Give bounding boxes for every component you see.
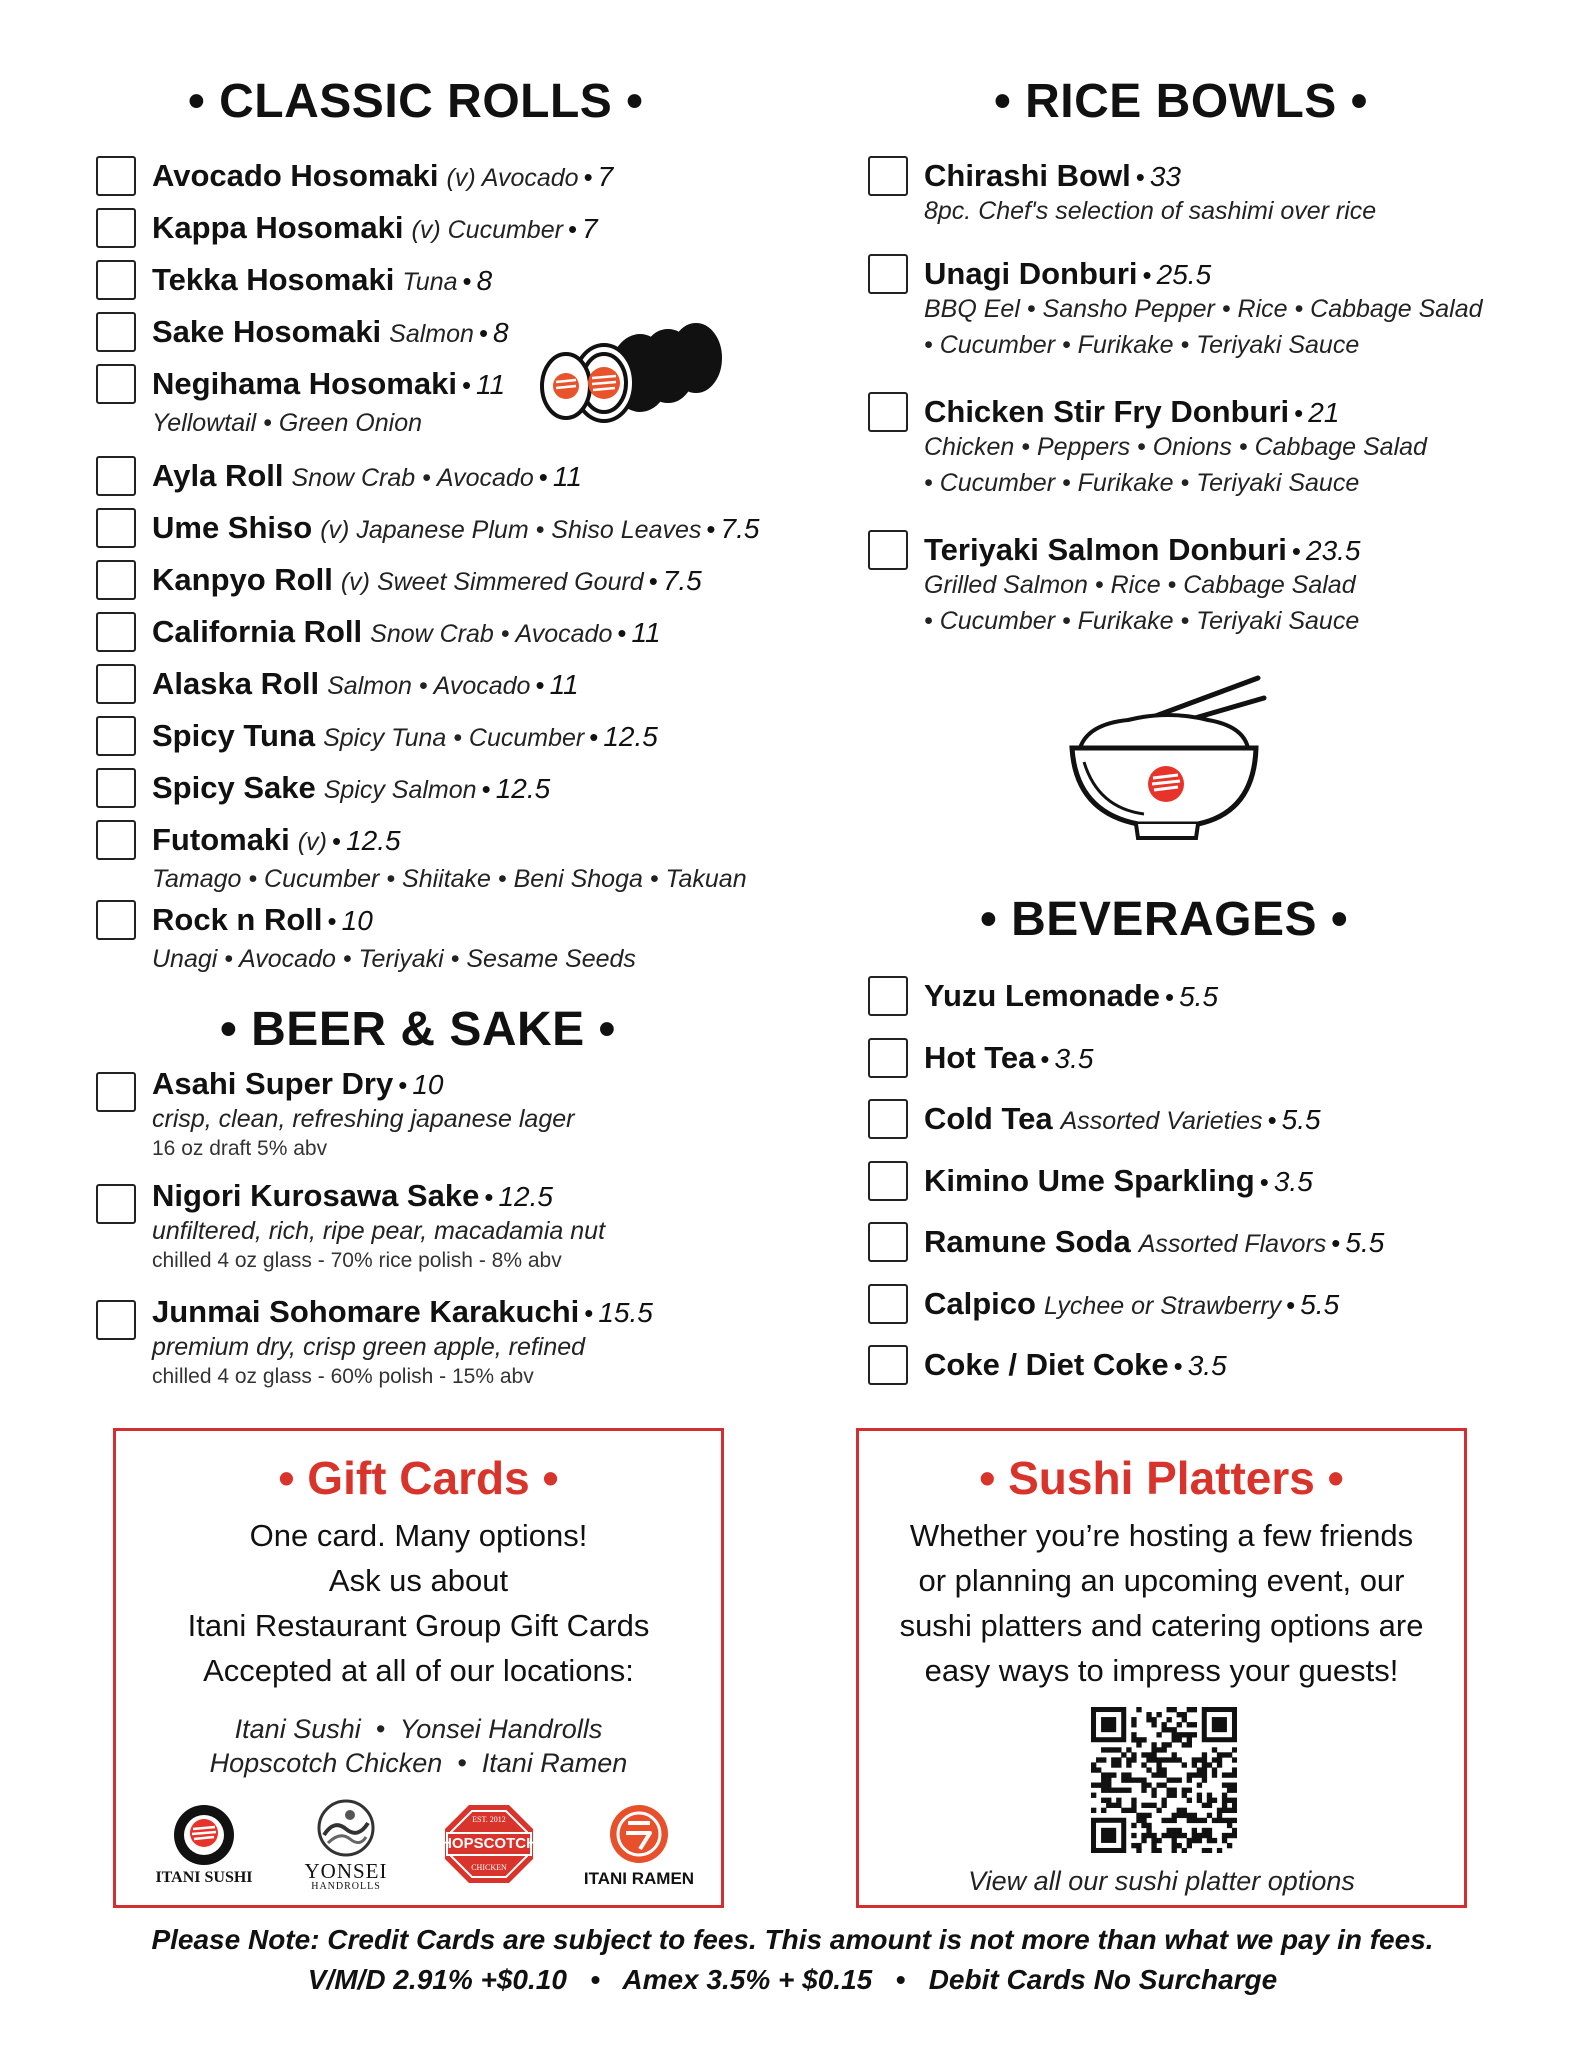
item-price: 33 bbox=[1149, 161, 1181, 192]
item-subtext-2: • Cucumber • Furikake • Teriyaki Sauce bbox=[924, 331, 1360, 359]
order-checkbox[interactable] bbox=[96, 456, 136, 496]
bullet: • bbox=[648, 566, 658, 596]
item-description: Assorted Flavors bbox=[1138, 1230, 1327, 1258]
classic-rolls-title: • CLASSIC ROLLS • bbox=[188, 75, 644, 128]
bullet: • bbox=[481, 774, 491, 804]
item-price: 7.5 bbox=[720, 513, 760, 544]
gift-cards-title: • Gift Cards • bbox=[278, 1452, 559, 1504]
item-price: 11 bbox=[549, 669, 579, 700]
order-checkbox[interactable] bbox=[96, 768, 136, 808]
order-checkbox[interactable] bbox=[96, 560, 136, 600]
itani-ramen-logo-icon bbox=[606, 1803, 672, 1865]
bullet: • bbox=[584, 1298, 594, 1328]
item-name: Rock n Roll bbox=[152, 902, 323, 937]
item-subtext: crisp, clean, refreshing japanese lager bbox=[152, 1105, 575, 1133]
item-description: Spicy Tuna • Cucumber bbox=[323, 724, 585, 752]
item-line bbox=[924, 530, 1361, 571]
order-checkbox[interactable] bbox=[96, 208, 136, 248]
gift-cards-locations-1: Itani Sushi • Yonsei Handrolls bbox=[234, 1714, 603, 1744]
bullet: • bbox=[617, 618, 627, 648]
gift-cards-line-1: One card. Many options! bbox=[249, 1518, 588, 1553]
item-name: Ayla Roll bbox=[152, 458, 284, 493]
item-name: Avocado Hosomaki bbox=[152, 158, 439, 193]
item-subtext: 8pc. Chef's selection of sashimi over rice bbox=[924, 197, 1377, 225]
item-line bbox=[152, 1292, 653, 1333]
item-price: 3.5 bbox=[1187, 1350, 1227, 1381]
gift-cards-locations-2: Hopscotch Chicken • Itani Ramen bbox=[209, 1748, 628, 1778]
bullet: • bbox=[567, 214, 578, 244]
item-description: Spicy Salmon bbox=[323, 776, 477, 804]
item-price: 12.5 bbox=[498, 1181, 553, 1212]
order-checkbox[interactable] bbox=[868, 1038, 908, 1078]
bullet: • bbox=[462, 266, 472, 296]
item-price: 3.5 bbox=[1054, 1042, 1094, 1074]
item-line bbox=[924, 254, 1211, 295]
order-checkbox[interactable] bbox=[868, 1222, 908, 1262]
item-subtext: Grilled Salmon • Rice • Cabbage Salad bbox=[924, 571, 1356, 599]
item-description: (v) Japanese Plum • Shiso Leaves bbox=[320, 516, 702, 544]
gift-cards-line-4: Accepted at all of our locations: bbox=[203, 1653, 634, 1688]
item-price: 10 bbox=[412, 1069, 444, 1100]
order-checkbox[interactable] bbox=[868, 976, 908, 1016]
item-line bbox=[924, 1038, 1093, 1079]
item-subtext: Yellowtail • Green Onion bbox=[152, 409, 423, 437]
order-checkbox[interactable] bbox=[868, 1161, 908, 1201]
item-line bbox=[152, 208, 598, 250]
item-price: 7.5 bbox=[662, 565, 702, 596]
item-description: (v) bbox=[297, 828, 327, 856]
item-name: Chicken Stir Fry Donburi bbox=[924, 394, 1290, 429]
item-line bbox=[152, 560, 702, 602]
bullet: • bbox=[1294, 398, 1304, 428]
item-name: Calpico bbox=[924, 1285, 1036, 1321]
sushi-platters-title: • Sushi Platters • bbox=[979, 1452, 1344, 1504]
item-price: 8 bbox=[476, 265, 493, 296]
sushi-roll-illustration bbox=[536, 318, 736, 428]
order-checkbox[interactable] bbox=[96, 508, 136, 548]
item-subtext-2: • Cucumber • Furikake • Teriyaki Sauce bbox=[924, 469, 1360, 497]
itani-sushi-logo-text: ITANI SUSHI bbox=[155, 1869, 253, 1886]
sushi-platters-line-4: easy ways to impress your guests! bbox=[924, 1653, 1399, 1688]
yonsei-logo-text: YONSEI bbox=[304, 1859, 388, 1883]
bullet: • bbox=[1142, 260, 1152, 290]
order-checkbox[interactable] bbox=[96, 1184, 136, 1224]
item-name: Kappa Hosomaki bbox=[152, 210, 404, 245]
order-checkbox[interactable] bbox=[868, 1284, 908, 1324]
itani-sushi-logo-icon bbox=[169, 1803, 239, 1867]
item-line bbox=[152, 1176, 553, 1217]
yonsei-logo bbox=[286, 1799, 406, 1895]
item-name: Futomaki bbox=[152, 822, 290, 857]
item-subtext: unfiltered, rich, ripe pear, macadamia nut bbox=[152, 1217, 606, 1245]
bullet: • bbox=[1164, 982, 1175, 1012]
item-subtext: BBQ Eel • Sansho Pepper • Rice • Cabbage Salad bbox=[924, 295, 1483, 323]
item-line bbox=[924, 1222, 1384, 1264]
item-price: 21 bbox=[1308, 397, 1340, 428]
bullet: • bbox=[331, 826, 342, 856]
gift-cards-line-2: Ask us about bbox=[328, 1563, 509, 1598]
bullet: • bbox=[706, 514, 716, 544]
order-checkbox[interactable] bbox=[96, 1300, 136, 1340]
bullet: • bbox=[538, 462, 548, 492]
hopscotch-logo-est: EST. 2012 bbox=[472, 1815, 506, 1824]
qr-code[interactable] bbox=[1091, 1707, 1237, 1853]
card-fees: V/M/D 2.91% +$0.10 • Amex 3.5% + $0.15 • Debit Cards No Surcharge bbox=[307, 1964, 1278, 1995]
item-name: Spicy Tuna bbox=[152, 718, 316, 753]
yonsei-logo-icon bbox=[316, 1799, 376, 1857]
bullet: • bbox=[398, 1070, 408, 1100]
item-line bbox=[924, 1284, 1339, 1326]
item-price: 23.5 bbox=[1306, 535, 1361, 566]
item-line bbox=[152, 260, 492, 302]
item-name: Kanpyo Roll bbox=[152, 562, 333, 597]
item-price: 3.5 bbox=[1273, 1165, 1313, 1197]
item-name: Yuzu Lemonade bbox=[924, 978, 1160, 1013]
item-line bbox=[924, 1345, 1227, 1386]
bullet: • bbox=[1286, 1289, 1296, 1320]
item-line bbox=[152, 820, 401, 862]
item-name: Spicy Sake bbox=[152, 770, 316, 805]
item-name: Teriyaki Salmon Donburi bbox=[924, 532, 1287, 567]
item-line bbox=[152, 900, 373, 941]
bullet: • bbox=[1331, 1228, 1341, 1258]
sushi-platters-line-2: or planning an upcoming event, our bbox=[918, 1563, 1405, 1598]
yonsei-logo-subtext: HANDROLLS bbox=[311, 1881, 381, 1892]
item-line bbox=[924, 392, 1339, 433]
item-line bbox=[924, 156, 1181, 197]
bullet: • bbox=[535, 670, 545, 700]
item-detail: chilled 4 oz glass - 60% polish - 15% abv bbox=[152, 1365, 534, 1388]
hopscotch-logo-subtext: CHICKEN bbox=[471, 1863, 507, 1872]
item-line bbox=[152, 364, 505, 405]
item-description: Salmon • Avocado bbox=[327, 672, 531, 700]
item-price: 5.5 bbox=[1281, 1104, 1321, 1135]
item-price: 5.5 bbox=[1300, 1288, 1340, 1320]
item-name: Hot Tea bbox=[924, 1039, 1036, 1075]
item-price: 8 bbox=[493, 317, 509, 348]
qr-caption: View all our sushi platter options bbox=[968, 1866, 1355, 1896]
item-description: (v) Cucumber bbox=[411, 216, 563, 244]
item-price: 11 bbox=[631, 617, 661, 648]
gift-cards-box bbox=[113, 1428, 724, 1908]
item-name: California Roll bbox=[152, 614, 363, 649]
item-subtext: premium dry, crisp green apple, refined bbox=[152, 1333, 586, 1361]
bullet: • bbox=[478, 318, 489, 348]
order-checkbox[interactable] bbox=[868, 392, 908, 432]
item-line bbox=[152, 508, 759, 550]
item-name: Kimino Ume Sparkling bbox=[924, 1162, 1255, 1198]
item-name: Alaska Roll bbox=[152, 666, 320, 701]
item-line bbox=[152, 612, 661, 654]
item-name: Junmai Sohomare Karakuchi bbox=[152, 1294, 580, 1329]
item-subtext-2: • Cucumber • Furikake • Teriyaki Sauce bbox=[924, 607, 1360, 635]
hopscotch-logo bbox=[434, 1801, 544, 1891]
order-checkbox[interactable] bbox=[96, 260, 136, 300]
item-price: 25.5 bbox=[1156, 259, 1212, 290]
bullet: • bbox=[1267, 1105, 1277, 1135]
item-line bbox=[924, 976, 1218, 1017]
item-subtext: Unagi • Avocado • Teriyaki • Sesame Seeds bbox=[152, 945, 636, 973]
hopscotch-logo-text: HOPSCOTCH bbox=[441, 1835, 537, 1852]
item-price: 12.5 bbox=[603, 721, 658, 752]
item-name: Nigori Kurosawa Sake bbox=[152, 1178, 480, 1213]
bullet: • bbox=[1173, 1351, 1183, 1381]
item-name: Ume Shiso bbox=[152, 510, 313, 545]
item-price: 5.5 bbox=[1345, 1227, 1385, 1258]
bullet: • bbox=[1040, 1043, 1050, 1074]
bullet: • bbox=[1135, 162, 1145, 192]
bullet: • bbox=[1291, 536, 1301, 566]
order-checkbox[interactable] bbox=[96, 900, 136, 940]
bullet: • bbox=[327, 906, 337, 936]
item-description: (v) Avocado bbox=[446, 164, 579, 192]
item-name: Coke / Diet Coke bbox=[924, 1347, 1169, 1382]
order-checkbox[interactable] bbox=[96, 1072, 136, 1112]
order-checkbox[interactable] bbox=[868, 530, 908, 570]
order-checkbox[interactable] bbox=[96, 664, 136, 704]
item-price: 15.5 bbox=[598, 1297, 653, 1328]
bullet: • bbox=[589, 722, 599, 752]
itani-ramen-logo bbox=[574, 1803, 704, 1893]
item-line bbox=[152, 456, 582, 498]
order-checkbox[interactable] bbox=[868, 254, 908, 294]
item-line bbox=[152, 716, 658, 758]
item-line bbox=[924, 1099, 1321, 1141]
item-price: 11 bbox=[552, 461, 582, 492]
item-name: Asahi Super Dry bbox=[152, 1066, 394, 1101]
sushi-platters-line-1: Whether you’re hosting a few friends bbox=[909, 1518, 1414, 1553]
bullet: • bbox=[461, 370, 472, 400]
bullet: • bbox=[484, 1182, 494, 1212]
sushi-platters-box bbox=[856, 1428, 1467, 1908]
item-description: (v) Sweet Simmered Gourd bbox=[340, 568, 644, 596]
item-price: 7 bbox=[582, 213, 598, 244]
sushi-platters-line-3: sushi platters and catering options are bbox=[899, 1608, 1424, 1643]
item-subtext: Chicken • Peppers • Onions • Cabbage Salad bbox=[924, 433, 1427, 461]
itani-ramen-logo-text: ITANI RAMEN bbox=[583, 1869, 695, 1888]
order-checkbox[interactable] bbox=[868, 1345, 908, 1385]
item-line bbox=[152, 312, 509, 354]
bullet: • bbox=[1259, 1166, 1269, 1197]
order-checkbox[interactable] bbox=[868, 1099, 908, 1139]
item-price: 7 bbox=[597, 161, 614, 192]
item-line bbox=[152, 156, 613, 198]
item-line bbox=[924, 1161, 1313, 1202]
item-description: Tuna bbox=[402, 268, 458, 296]
order-checkbox[interactable] bbox=[96, 612, 136, 652]
rice-bowls-title: • RICE BOWLS • bbox=[994, 75, 1368, 128]
fee-note: Please Note: Credit Cards are subject to fees. This amount is not more than what we pay in fees. bbox=[151, 1924, 1434, 1955]
rice-bowl-illustration bbox=[1058, 672, 1278, 847]
item-description: Snow Crab • Avocado bbox=[370, 620, 613, 648]
item-description: Lychee or Strawberry bbox=[1043, 1291, 1282, 1320]
item-description: Assorted Varieties bbox=[1060, 1107, 1263, 1135]
item-name: Negihama Hosomaki bbox=[152, 366, 457, 401]
item-name: Tekka Hosomaki bbox=[152, 262, 395, 297]
item-line bbox=[152, 1064, 443, 1105]
item-price: 11 bbox=[476, 369, 506, 400]
item-subtext: Tamago • Cucumber • Shiitake • Beni Shoga • Takuan bbox=[152, 865, 747, 893]
beverages-title: • BEVERAGES • bbox=[980, 893, 1349, 946]
item-name: Chirashi Bowl bbox=[924, 158, 1131, 193]
item-name: Unagi Donburi bbox=[924, 256, 1138, 291]
order-checkbox[interactable] bbox=[868, 156, 908, 196]
item-description: Snow Crab • Avocado bbox=[291, 464, 534, 492]
order-checkbox[interactable] bbox=[96, 716, 136, 756]
item-description: Salmon bbox=[389, 320, 474, 348]
item-price: 5.5 bbox=[1179, 981, 1219, 1012]
beer-sake-title: • BEER & SAKE • bbox=[220, 1003, 616, 1056]
bullet: • bbox=[583, 162, 593, 192]
order-checkbox[interactable] bbox=[96, 364, 136, 404]
item-name: Cold Tea bbox=[924, 1101, 1053, 1136]
item-price: 10 bbox=[341, 905, 373, 936]
item-name: Ramune Soda bbox=[924, 1224, 1131, 1259]
item-line bbox=[152, 768, 550, 810]
item-price: 12.5 bbox=[346, 825, 401, 856]
item-price: 12.5 bbox=[495, 773, 551, 804]
order-checkbox[interactable] bbox=[96, 820, 136, 860]
order-checkbox[interactable] bbox=[96, 156, 136, 196]
item-detail: chilled 4 oz glass - 70% rice polish - 8% abv bbox=[152, 1249, 562, 1272]
gift-cards-line-3: Itani Restaurant Group Gift Cards bbox=[187, 1608, 650, 1643]
item-detail: 16 oz draft 5% abv bbox=[152, 1137, 328, 1160]
item-line bbox=[152, 664, 579, 706]
itani-sushi-logo bbox=[144, 1803, 264, 1893]
order-checkbox[interactable] bbox=[96, 312, 136, 352]
item-name: Sake Hosomaki bbox=[152, 314, 382, 349]
